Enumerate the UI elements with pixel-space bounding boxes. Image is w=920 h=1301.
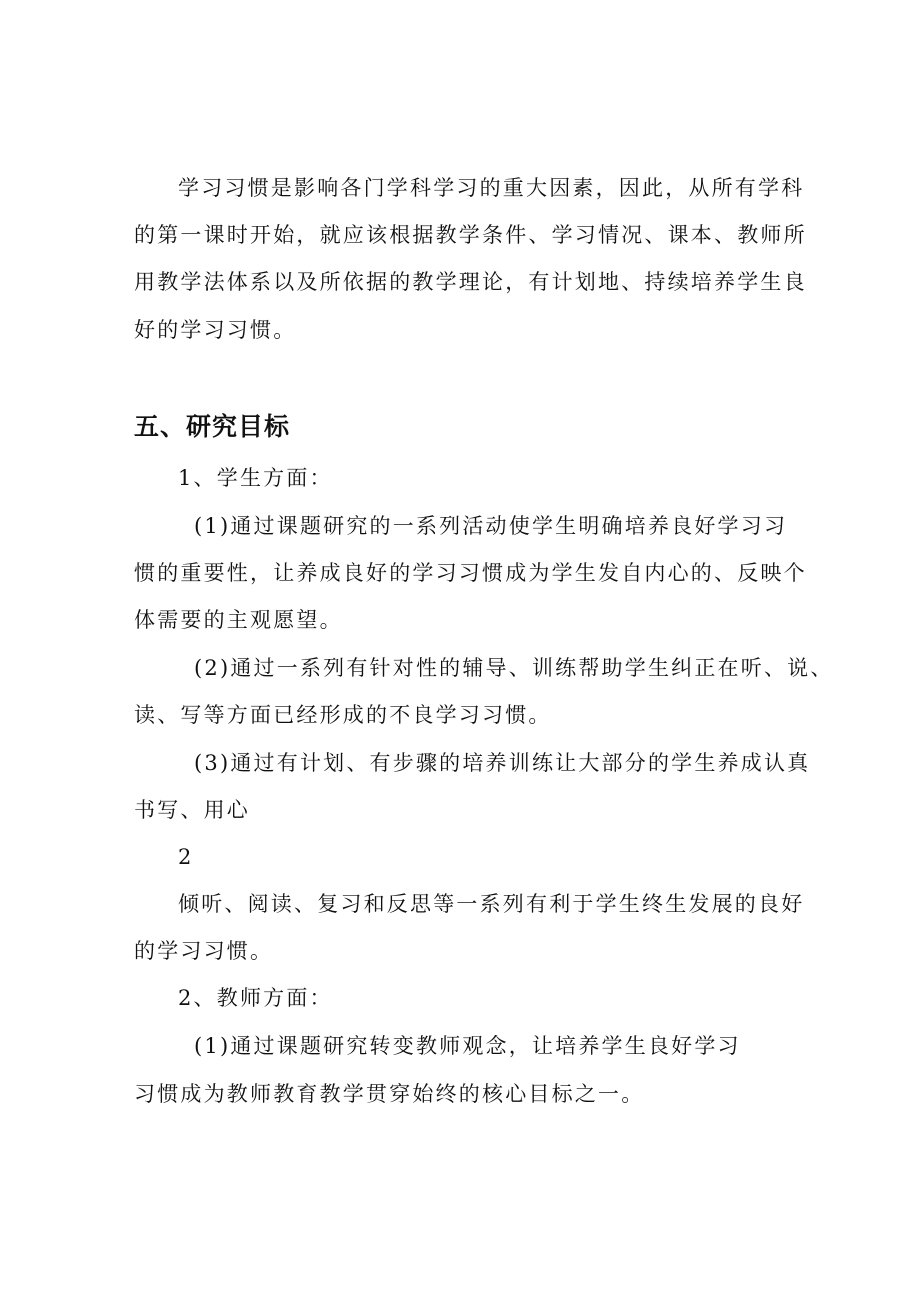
students-item1-line-1: (1)通过课题研究的一系列活动使学生明确培养良好学习习 [194,514,788,538]
students-item2-line-1: (2)通过一系列有针对性的辅导、训练帮助学生纠正在听、说、 [194,656,834,680]
teachers-label: 2、教师方面： [178,986,333,1010]
teachers-item1-line-1: (1)通过课题研究转变教师观念，让培养学生良好学习 [194,1034,741,1058]
students-item2-line-2: 读、写等方面已经形成的不良学习习惯。 [134,703,552,727]
page-number: 2 [178,845,194,869]
students-item1-line-3: 体需要的主观愿望。 [134,608,343,632]
students-item3-line-1: (3)通过有计划、有步骤的培养训练让大部分的学生养成认真 [194,751,811,775]
continuation-line-1: 倾听、阅读、复习和反思等一系列有利于学生终生发展的良好 [178,892,805,916]
continuation-line-2: 的学习习惯。 [134,939,274,963]
intro-line-2: 的第一课时开始，就应该根据教学条件、学习情况、课本、教师所 [134,223,807,247]
intro-line-3: 用教学法体系以及所依据的教学理论，有计划地、持续培养学生良 [134,270,807,294]
section-heading: 五、研究目标 [134,412,291,441]
students-item3-line-2: 书写、用心 [134,798,250,822]
students-item1-line-2: 惯的重要性，让养成良好的学习习惯成为学生发自内心的、反映个 [134,561,807,585]
students-label: 1、学生方面： [178,466,333,490]
intro-line-1: 学习习惯是影响各门学科学习的重大因素，因此，从所有学科 [178,176,805,200]
intro-line-4: 好的学习习惯。 [134,318,297,342]
teachers-item1-line-2: 习惯成为教师教育教学贯穿始终的核心目标之一。 [134,1082,645,1106]
